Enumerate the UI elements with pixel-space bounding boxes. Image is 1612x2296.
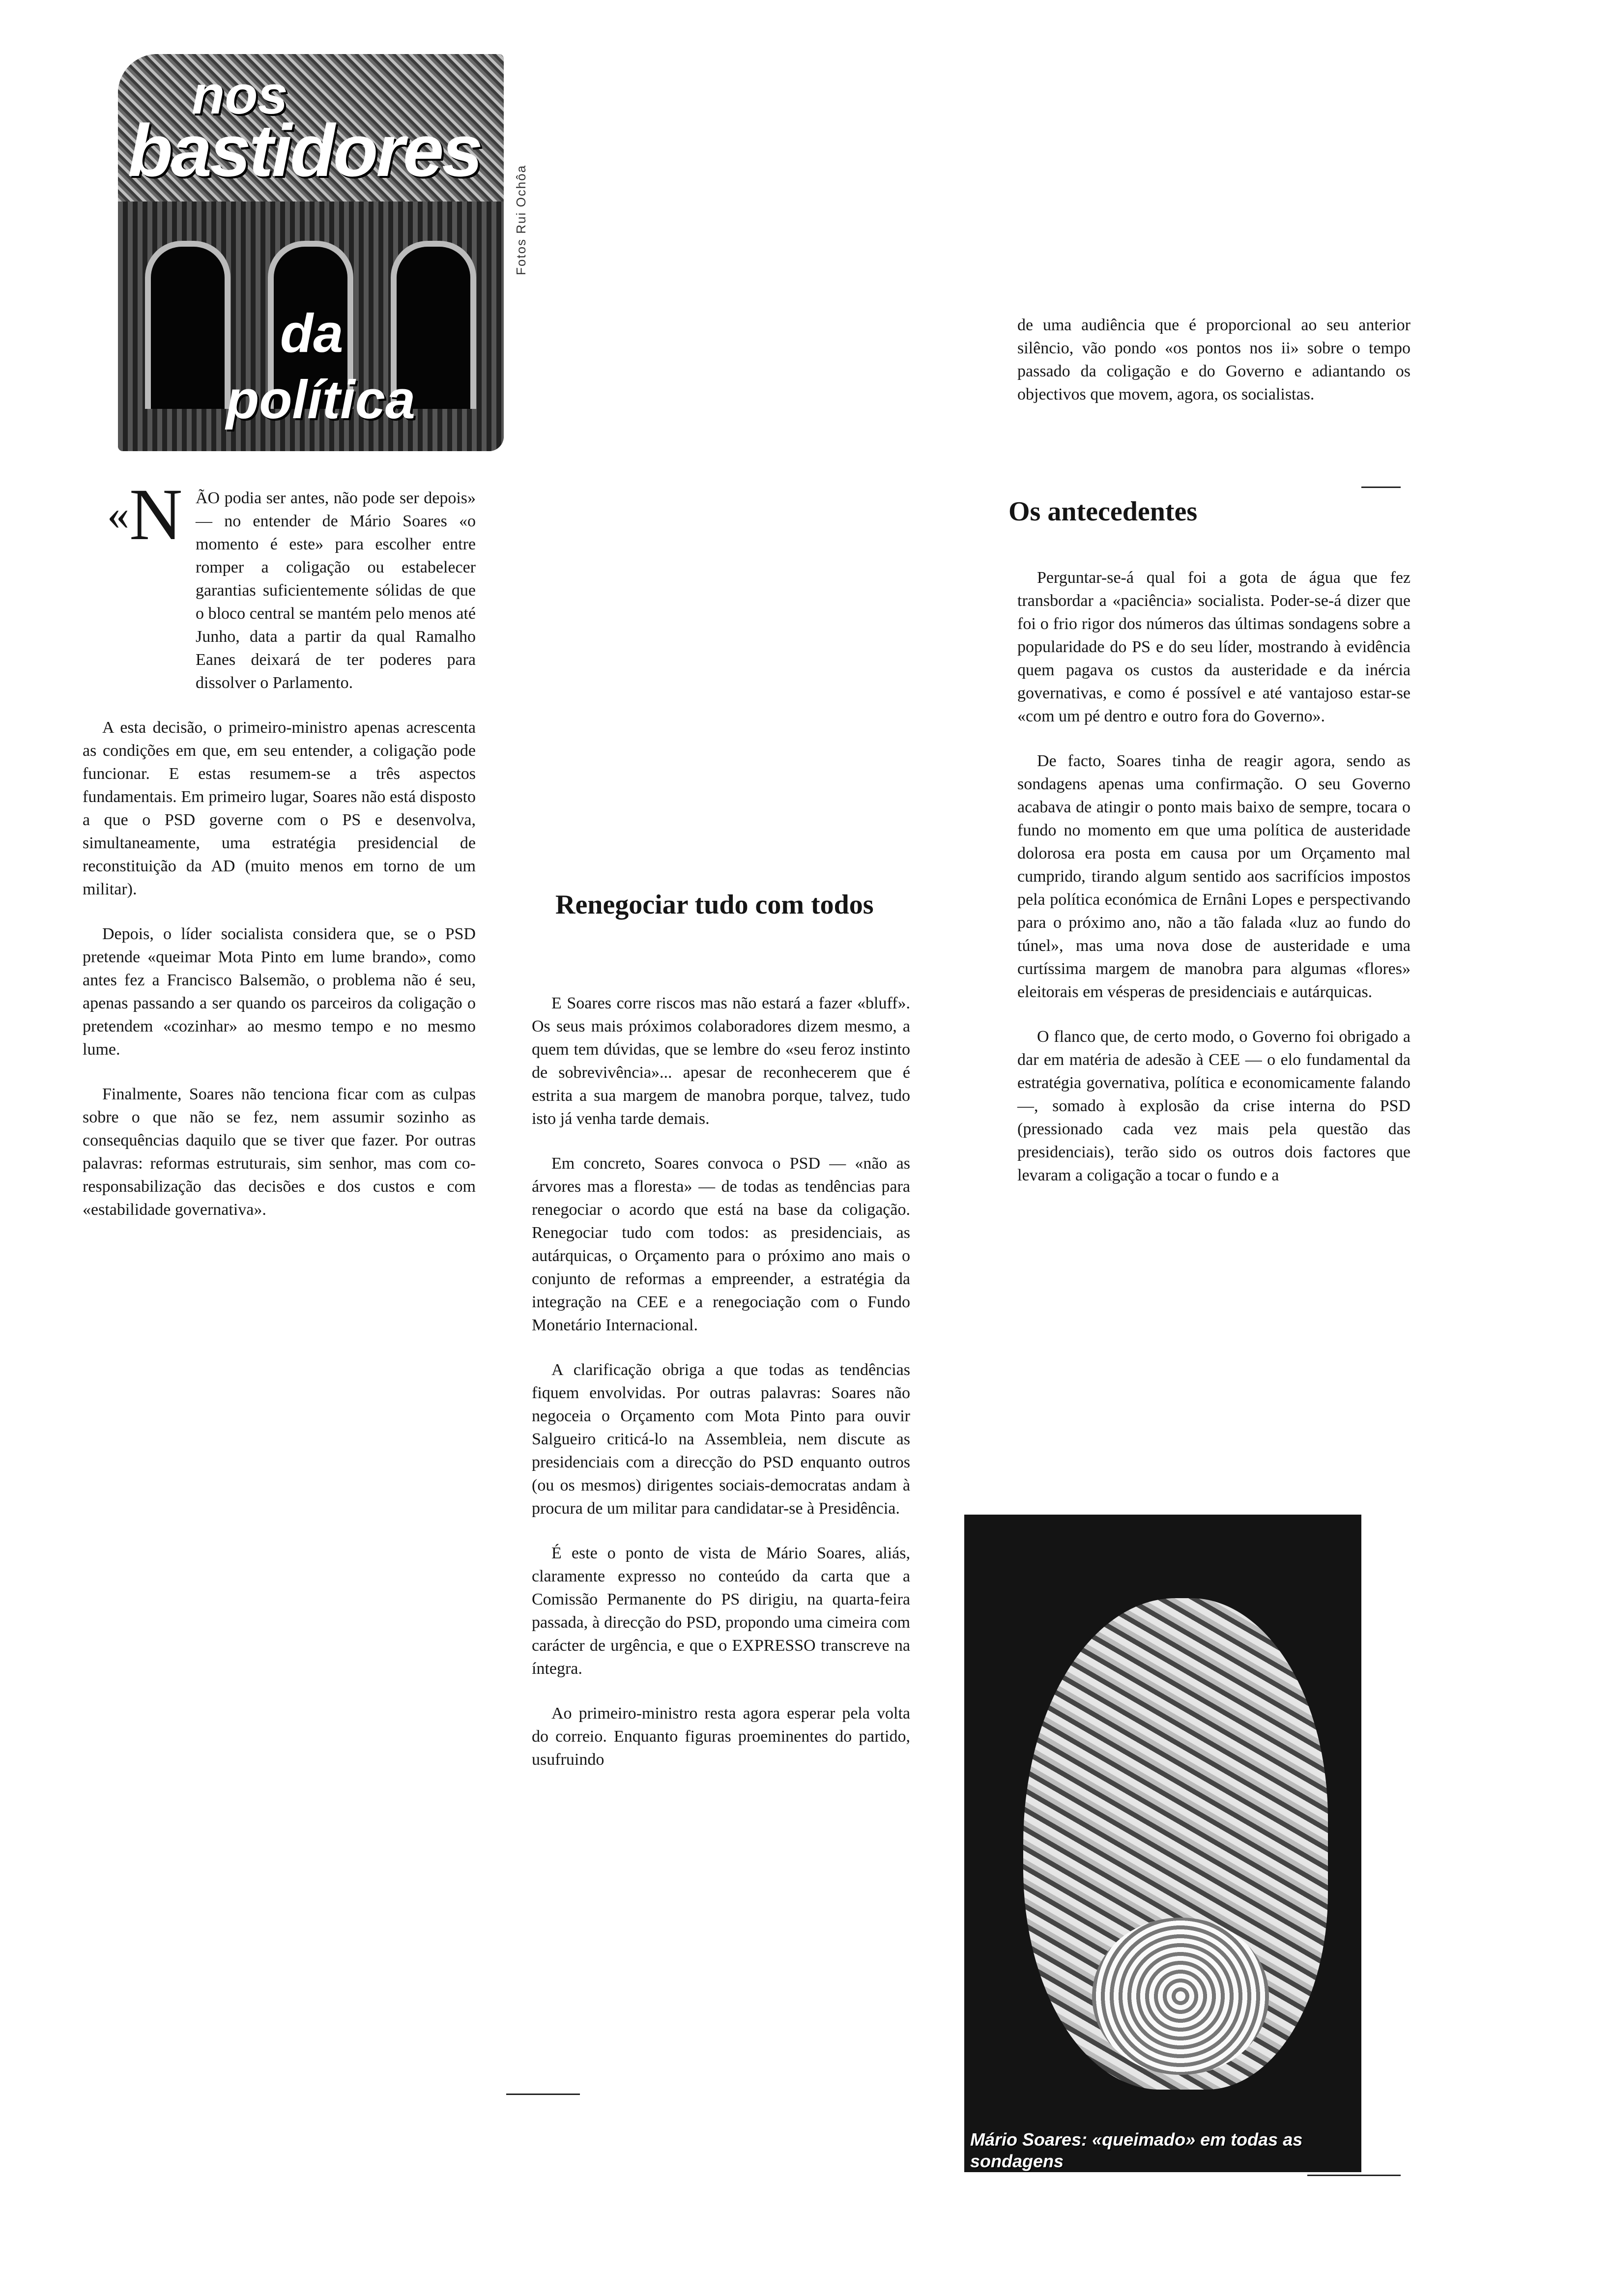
drop-cap: «N (107, 474, 183, 555)
paragraph: O flanco que, de certo modo, o Governo foi obrigado a dar em matéria de adesão à CEE — o elo fundamental da estratégia governativa, política e economicamente falando —, somado à explosão da crise interna do PSD (pressionado cada vez mais pela questão das presidenciais), terão sido os outros dois factores que levaram a coligação a tocar o fundo e a (1017, 1028, 1410, 1184)
lead-text: ÃO podia ser antes, não pode ser depois» — no entender de Mário Soares «o momento é este» para escolher entre romper a coligação ou estabelecer garantias suficientemente sólidas de que o bloco central se mantém pelo menos até Junho, data a partir da qual Ramalho Eanes deixará de ter poderes para dissolver o Parlamento. (196, 489, 476, 692)
rule (1307, 2175, 1401, 2176)
paragraph: Perguntar-se-á qual foi a gota de água que fez transbordar a «paciência» socialista. Poder-se-á dizer que foi o frio rigor dos números das últimas sondagens sobre a popularidade do PS e do seu líder, mostrando à evidência quem pagava os custos da austeridade e da inércia governativas, e como é possível e até vantajoso estar-se «com um pé dentro e outro fora do Governo». (1017, 569, 1410, 725)
paragraph: de uma audiência que é proporcional ao seu anterior silêncio, vão pondo «os pontos nos ii» sobre o tempo passado da coligação e do Governo e adiantando os objectivos que movem, agora, os socialistas. (1017, 316, 1410, 403)
paragraph: Finalmente, Soares não tenciona ficar com as culpas sobre o que não se fez, nem assumir sozinho as consequências daquilo que se tiver que fazer. Por outras palavras: reformas estruturais, sim senhor, mas com co-responsabilização das decisões e dos custos e com «estabilidade governativa». (83, 1085, 476, 1219)
column-3 (1017, 566, 1410, 1208)
column-1 (83, 474, 476, 1243)
subheading-renegociar: Renegociar tudo com todos (555, 890, 874, 920)
paragraph: Ao primeiro-ministro resta agora esperar pela volta do correio. Enquanto figuras proeminentes do partido, usufruindo (532, 1704, 910, 1769)
subheading-antecedentes: Os antecedentes (1008, 496, 1198, 527)
photo-caption: Mário Soares: «queimado» em todas as sondagens (970, 2129, 1303, 2171)
lead-paragraph (83, 474, 476, 694)
rule (1361, 487, 1401, 488)
column-2 (532, 992, 910, 1793)
paragraph: A clarificação obriga a que todas as tendências fiquem envolvidas. Por outras palavras: Soares não negoceia o Orçamento com Mota Pinto para ouvir Salgueiro criticá-lo na Assembleia, nem discute as presidenciais com a direcção do PSD enquanto outros (ou os mesmos) dirigentes sociais-democratas andam à procura de um militar para candidatar-se à Presidência. (532, 1361, 910, 1518)
masthead-graphic (118, 54, 504, 451)
rule (506, 2094, 580, 2095)
masthead-word-politica: política (226, 370, 416, 430)
photo-hand (1092, 1918, 1269, 2075)
masthead-word-nos: nos (192, 65, 288, 125)
paragraph: Depois, o líder socialista considera que, se o PSD pretende «queimar Mota Pinto em lume brando», como antes fez a Francisco Balsemão, o problema não é seu, apenas passando a ser quando os parceiros da coligação o pretendem «cozinhar» ao mesmo tempo e no mesmo lume. (83, 925, 476, 1059)
masthead-word-da: da (280, 303, 344, 364)
paragraph: É este o ponto de vista de Mário Soares, aliás, claramente expresso no conteúdo da carta que a Comissão Permanente do PS dirigiu, na quarta-feira passada, à direcção do PSD, propondo uma cimeira com carácter de urgência, e que o EXPRESSO transcreve na íntegra. (532, 1544, 910, 1678)
photo-credit: Fotos Rui Ochôa (514, 164, 528, 275)
paragraph: E Soares corre riscos mas não estará a fazer «bluff». Os seus mais próximos colaboradores dizem mesmo, a quem tem dúvidas, que se lembre do «seu feroz instinto de sobrevivência»... apesar de reconhecerem que é estrita a sua margem de manobra porque, talvez, tudo isto já venha tarde demais. (532, 994, 910, 1128)
column-3-top (1017, 314, 1410, 428)
portrait-photo (964, 1515, 1361, 2172)
masthead-word-bastidores: bastidores (128, 109, 481, 192)
paragraph: Em concreto, Soares convoca o PSD — «não as árvores mas a floresta» — de todas as tendências para renegociar o acordo que está na base da coligação. Renegociar tudo com todos: as presidenciais, as autárquicas, o Orçamento para o próximo ano mais o conjunto de reformas a empreender, a estratégia da integração na CEE e a renegociação com o Fundo Monetário Internacional. (532, 1154, 910, 1334)
paragraph: De facto, Soares tinha de reagir agora, sendo as sondagens apenas uma confirmação. O seu Governo acabava de atingir o ponto mais baixo de sempre, tocara o fundo no momento em que uma política de austeridade dolorosa era posta em causa por um Orçamento mal cumprido, tirando algum sentido aos sacrifícios impostos pela política económica de Ernâni Lopes e perspectivando para o próximo ano, não a tão falada «luz ao fundo do túnel», mas uma nova dose de austeridade e uma curtíssima margem de manobra para algumas «flores» eleitorais em vésperas de presidenciais e autárquicas. (1017, 752, 1410, 1001)
masthead-arch (145, 241, 230, 409)
paragraph: A esta decisão, o primeiro-ministro apenas acrescenta as condições em que, em seu entender, a coligação pode funcionar. E estas resumem-se a três aspectos fundamentais. Em primeiro lugar, Soares não está disposto a que o PSD governe com o PS e desenvolva, simultaneamente, uma estratégia presidencial de reconstituição da AD (muito menos em torno de um militar). (83, 718, 476, 898)
